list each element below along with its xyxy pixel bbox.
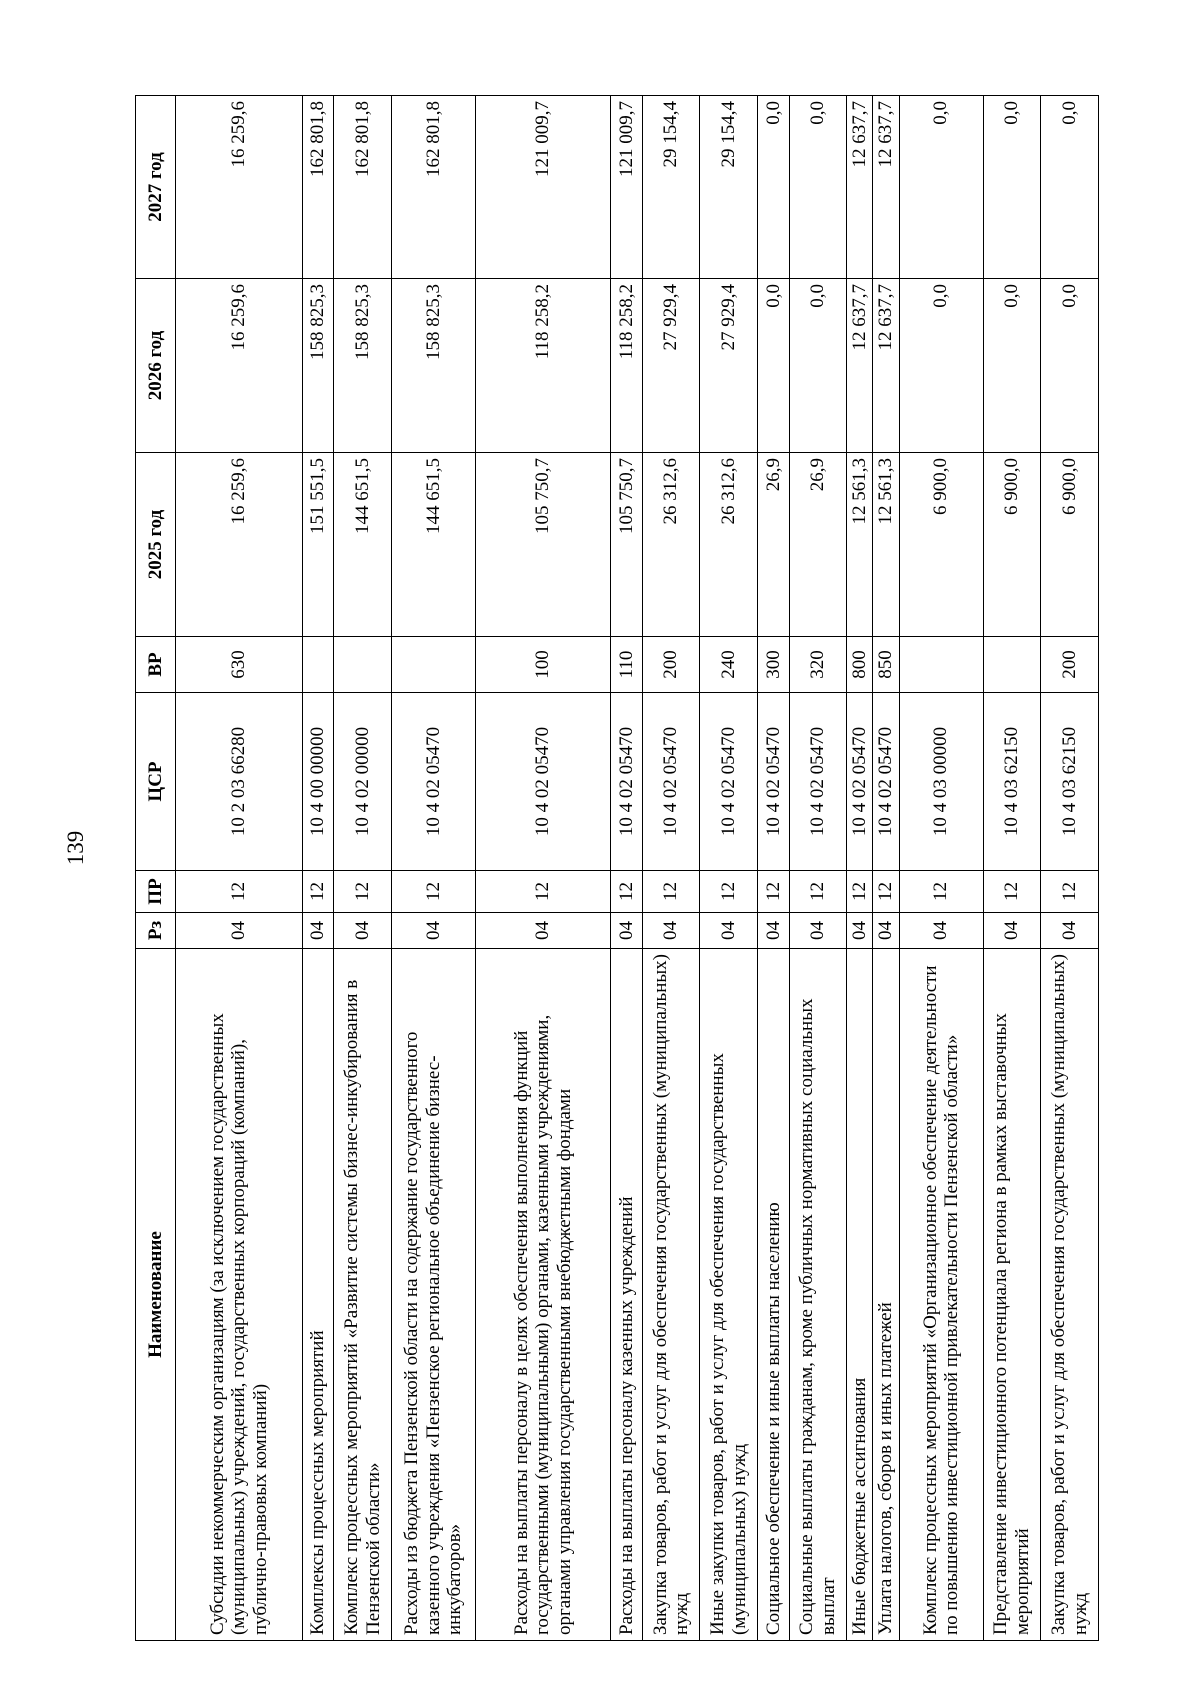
cell-vr: 320 <box>789 637 847 693</box>
budget-table-container <box>135 96 1099 1641</box>
table-row <box>334 96 392 1641</box>
cell-rz: 04 <box>758 913 789 949</box>
cell-2027: 29 154,4 <box>700 96 758 279</box>
cell-2026: 0,0 <box>758 279 789 453</box>
cell-2026: 27 929,4 <box>700 279 758 453</box>
cell-2027: 12 637,7 <box>847 96 873 279</box>
cell-pr: 12 <box>176 871 303 913</box>
table-row <box>983 96 1041 1641</box>
cell-2025: 26 312,6 <box>642 453 700 637</box>
cell-pr: 12 <box>899 871 983 913</box>
cell-pr: 12 <box>847 871 873 913</box>
cell-rz: 04 <box>700 913 758 949</box>
cell-2025: 6 900,0 <box>1041 453 1099 637</box>
cell-2025: 26,9 <box>758 453 789 637</box>
col-header-name: Наименование <box>136 949 176 1641</box>
cell-2027: 162 801,8 <box>334 96 392 279</box>
cell-name: Закупка товаров, работ и услуг для обеспечения государственных (муниципальных) нужд <box>1041 949 1099 1641</box>
cell-vr: 800 <box>847 637 873 693</box>
table-row <box>642 96 700 1641</box>
cell-csr: 10 4 02 05470 <box>789 693 847 871</box>
cell-name: Представление инвестиционного потенциала региона в рамках выставочных мероприятий <box>983 949 1041 1641</box>
col-header-vr: ВР <box>136 637 176 693</box>
cell-name: Иные закупки товаров, работ и услуг для обеспечения государственных (муниципальных) нужд <box>700 949 758 1641</box>
cell-2026: 158 825,3 <box>392 279 476 453</box>
cell-2026: 0,0 <box>899 279 983 453</box>
cell-rz: 04 <box>789 913 847 949</box>
cell-rz: 04 <box>302 913 333 949</box>
cell-name: Расходы на выплаты персоналу казенных учреждений <box>611 949 642 1641</box>
cell-csr: 10 4 00 00000 <box>302 693 333 871</box>
cell-pr: 12 <box>302 871 333 913</box>
cell-2026: 27 929,4 <box>642 279 700 453</box>
cell-2027: 29 154,4 <box>642 96 700 279</box>
page-number: 139 <box>63 830 88 866</box>
cell-2025: 26,9 <box>789 453 847 637</box>
cell-vr <box>392 637 476 693</box>
col-header-rz: Рз <box>136 913 176 949</box>
cell-name: Комплекс процессных мероприятий «Развитие системы бизнес-инкубирования в Пензенской области» <box>334 949 392 1641</box>
cell-2027: 16 259,6 <box>176 96 303 279</box>
table-row <box>475 96 610 1641</box>
cell-rz: 04 <box>899 913 983 949</box>
table-row <box>758 96 789 1641</box>
cell-2027: 121 009,7 <box>611 96 642 279</box>
cell-csr: 10 4 02 05470 <box>700 693 758 871</box>
cell-2025: 12 561,3 <box>873 453 899 637</box>
cell-name: Социальное обеспечение и иные выплаты населению <box>758 949 789 1641</box>
cell-2026: 0,0 <box>789 279 847 453</box>
cell-csr: 10 4 02 05470 <box>611 693 642 871</box>
cell-name: Комплекс процессных мероприятий «Организационное обеспечение деятельности по повышению инвестиционной привлекательности Пензенской области» <box>899 949 983 1641</box>
cell-name: Комплексы процессных мероприятий <box>302 949 333 1641</box>
col-header-csr: ЦСР <box>136 693 176 871</box>
cell-rz: 04 <box>847 913 873 949</box>
cell-vr <box>899 637 983 693</box>
cell-pr: 12 <box>475 871 610 913</box>
table-row <box>873 96 899 1641</box>
cell-2025: 144 651,5 <box>392 453 476 637</box>
cell-2025: 105 750,7 <box>475 453 610 637</box>
cell-2026: 0,0 <box>1041 279 1099 453</box>
cell-2027: 162 801,8 <box>392 96 476 279</box>
cell-2027: 0,0 <box>758 96 789 279</box>
cell-name: Расходы из бюджета Пензенской области на содержание государственного казенного учреждения «Пензенское региональное объединение бизнес-инкубаторов» <box>392 949 476 1641</box>
cell-csr: 10 4 03 62150 <box>983 693 1041 871</box>
table-row <box>700 96 758 1641</box>
cell-pr: 12 <box>873 871 899 913</box>
table-row <box>392 96 476 1641</box>
cell-vr: 630 <box>176 637 303 693</box>
cell-pr: 12 <box>642 871 700 913</box>
cell-2025: 26 312,6 <box>700 453 758 637</box>
col-header-2026: 2026 год <box>136 279 176 453</box>
cell-2026: 0,0 <box>983 279 1041 453</box>
budget-table <box>135 95 1099 1641</box>
cell-pr: 12 <box>334 871 392 913</box>
cell-rz: 04 <box>392 913 476 949</box>
cell-vr: 200 <box>642 637 700 693</box>
cell-name: Уплата налогов, сборов и иных платежей <box>873 949 899 1641</box>
cell-2027: 0,0 <box>899 96 983 279</box>
cell-vr: 240 <box>700 637 758 693</box>
cell-name: Расходы на выплаты персоналу в целях обеспечения выполнения функций государственными (муниципальными) органами, казенными учреждениями, органами управления государственными внебюджетными фондами <box>475 949 610 1641</box>
cell-vr <box>334 637 392 693</box>
cell-pr: 12 <box>983 871 1041 913</box>
cell-rz: 04 <box>983 913 1041 949</box>
cell-vr <box>983 637 1041 693</box>
cell-csr: 10 4 02 05470 <box>758 693 789 871</box>
cell-name: Социальные выплаты гражданам, кроме публичных нормативных социальных выплат <box>789 949 847 1641</box>
cell-pr: 12 <box>789 871 847 913</box>
rotated-table-frame <box>135 96 1099 1641</box>
cell-csr: 10 2 03 66280 <box>176 693 303 871</box>
cell-rz: 04 <box>611 913 642 949</box>
col-header-pr: ПР <box>136 871 176 913</box>
cell-2027: 0,0 <box>789 96 847 279</box>
cell-2025: 16 259,6 <box>176 453 303 637</box>
col-header-2027: 2027 год <box>136 96 176 279</box>
cell-name: Субсидии некоммерческим организациям (за исключением государственных (муниципальных) учреждений, государственных корпораций (компаний), публично-правовых компаний) <box>176 949 303 1641</box>
cell-vr: 300 <box>758 637 789 693</box>
cell-rz: 04 <box>1041 913 1099 949</box>
cell-2027: 121 009,7 <box>475 96 610 279</box>
cell-rz: 04 <box>176 913 303 949</box>
cell-vr <box>302 637 333 693</box>
table-row <box>302 96 333 1641</box>
cell-name: Иные бюджетные ассигнования <box>847 949 873 1641</box>
col-header-2025: 2025 год <box>136 453 176 637</box>
cell-pr: 12 <box>611 871 642 913</box>
cell-vr: 100 <box>475 637 610 693</box>
cell-csr: 10 4 03 00000 <box>899 693 983 871</box>
cell-pr: 12 <box>1041 871 1099 913</box>
cell-2027: 162 801,8 <box>302 96 333 279</box>
table-header-row <box>136 96 176 1641</box>
cell-csr: 10 4 02 05470 <box>847 693 873 871</box>
cell-pr: 12 <box>392 871 476 913</box>
cell-2025: 105 750,7 <box>611 453 642 637</box>
cell-2025: 12 561,3 <box>847 453 873 637</box>
cell-rz: 04 <box>475 913 610 949</box>
cell-vr: 850 <box>873 637 899 693</box>
cell-csr: 10 4 02 05470 <box>642 693 700 871</box>
cell-2025: 144 651,5 <box>334 453 392 637</box>
cell-csr: 10 4 02 05470 <box>873 693 899 871</box>
cell-csr: 10 4 03 62150 <box>1041 693 1099 871</box>
cell-vr: 200 <box>1041 637 1099 693</box>
cell-rz: 04 <box>642 913 700 949</box>
cell-2027: 12 637,7 <box>873 96 899 279</box>
cell-rz: 04 <box>873 913 899 949</box>
cell-csr: 10 4 02 00000 <box>334 693 392 871</box>
cell-pr: 12 <box>700 871 758 913</box>
cell-2027: 0,0 <box>1041 96 1099 279</box>
cell-2025: 151 551,5 <box>302 453 333 637</box>
table-row <box>1041 96 1099 1641</box>
cell-2026: 12 637,7 <box>873 279 899 453</box>
table-row <box>611 96 642 1641</box>
cell-csr: 10 4 02 05470 <box>475 693 610 871</box>
cell-2026: 118 258,2 <box>611 279 642 453</box>
table-row <box>847 96 873 1641</box>
cell-2026: 118 258,2 <box>475 279 610 453</box>
cell-csr: 10 4 02 05470 <box>392 693 476 871</box>
cell-vr: 110 <box>611 637 642 693</box>
cell-name: Закупка товаров, работ и услуг для обеспечения государственных (муниципальных) нужд <box>642 949 700 1641</box>
cell-2026: 158 825,3 <box>302 279 333 453</box>
cell-2027: 0,0 <box>983 96 1041 279</box>
table-row <box>789 96 847 1641</box>
cell-2025: 6 900,0 <box>899 453 983 637</box>
cell-2026: 158 825,3 <box>334 279 392 453</box>
cell-2025: 6 900,0 <box>983 453 1041 637</box>
table-row <box>176 96 303 1641</box>
cell-pr: 12 <box>758 871 789 913</box>
cell-rz: 04 <box>334 913 392 949</box>
table-row <box>899 96 983 1641</box>
cell-2026: 12 637,7 <box>847 279 873 453</box>
cell-2026: 16 259,6 <box>176 279 303 453</box>
